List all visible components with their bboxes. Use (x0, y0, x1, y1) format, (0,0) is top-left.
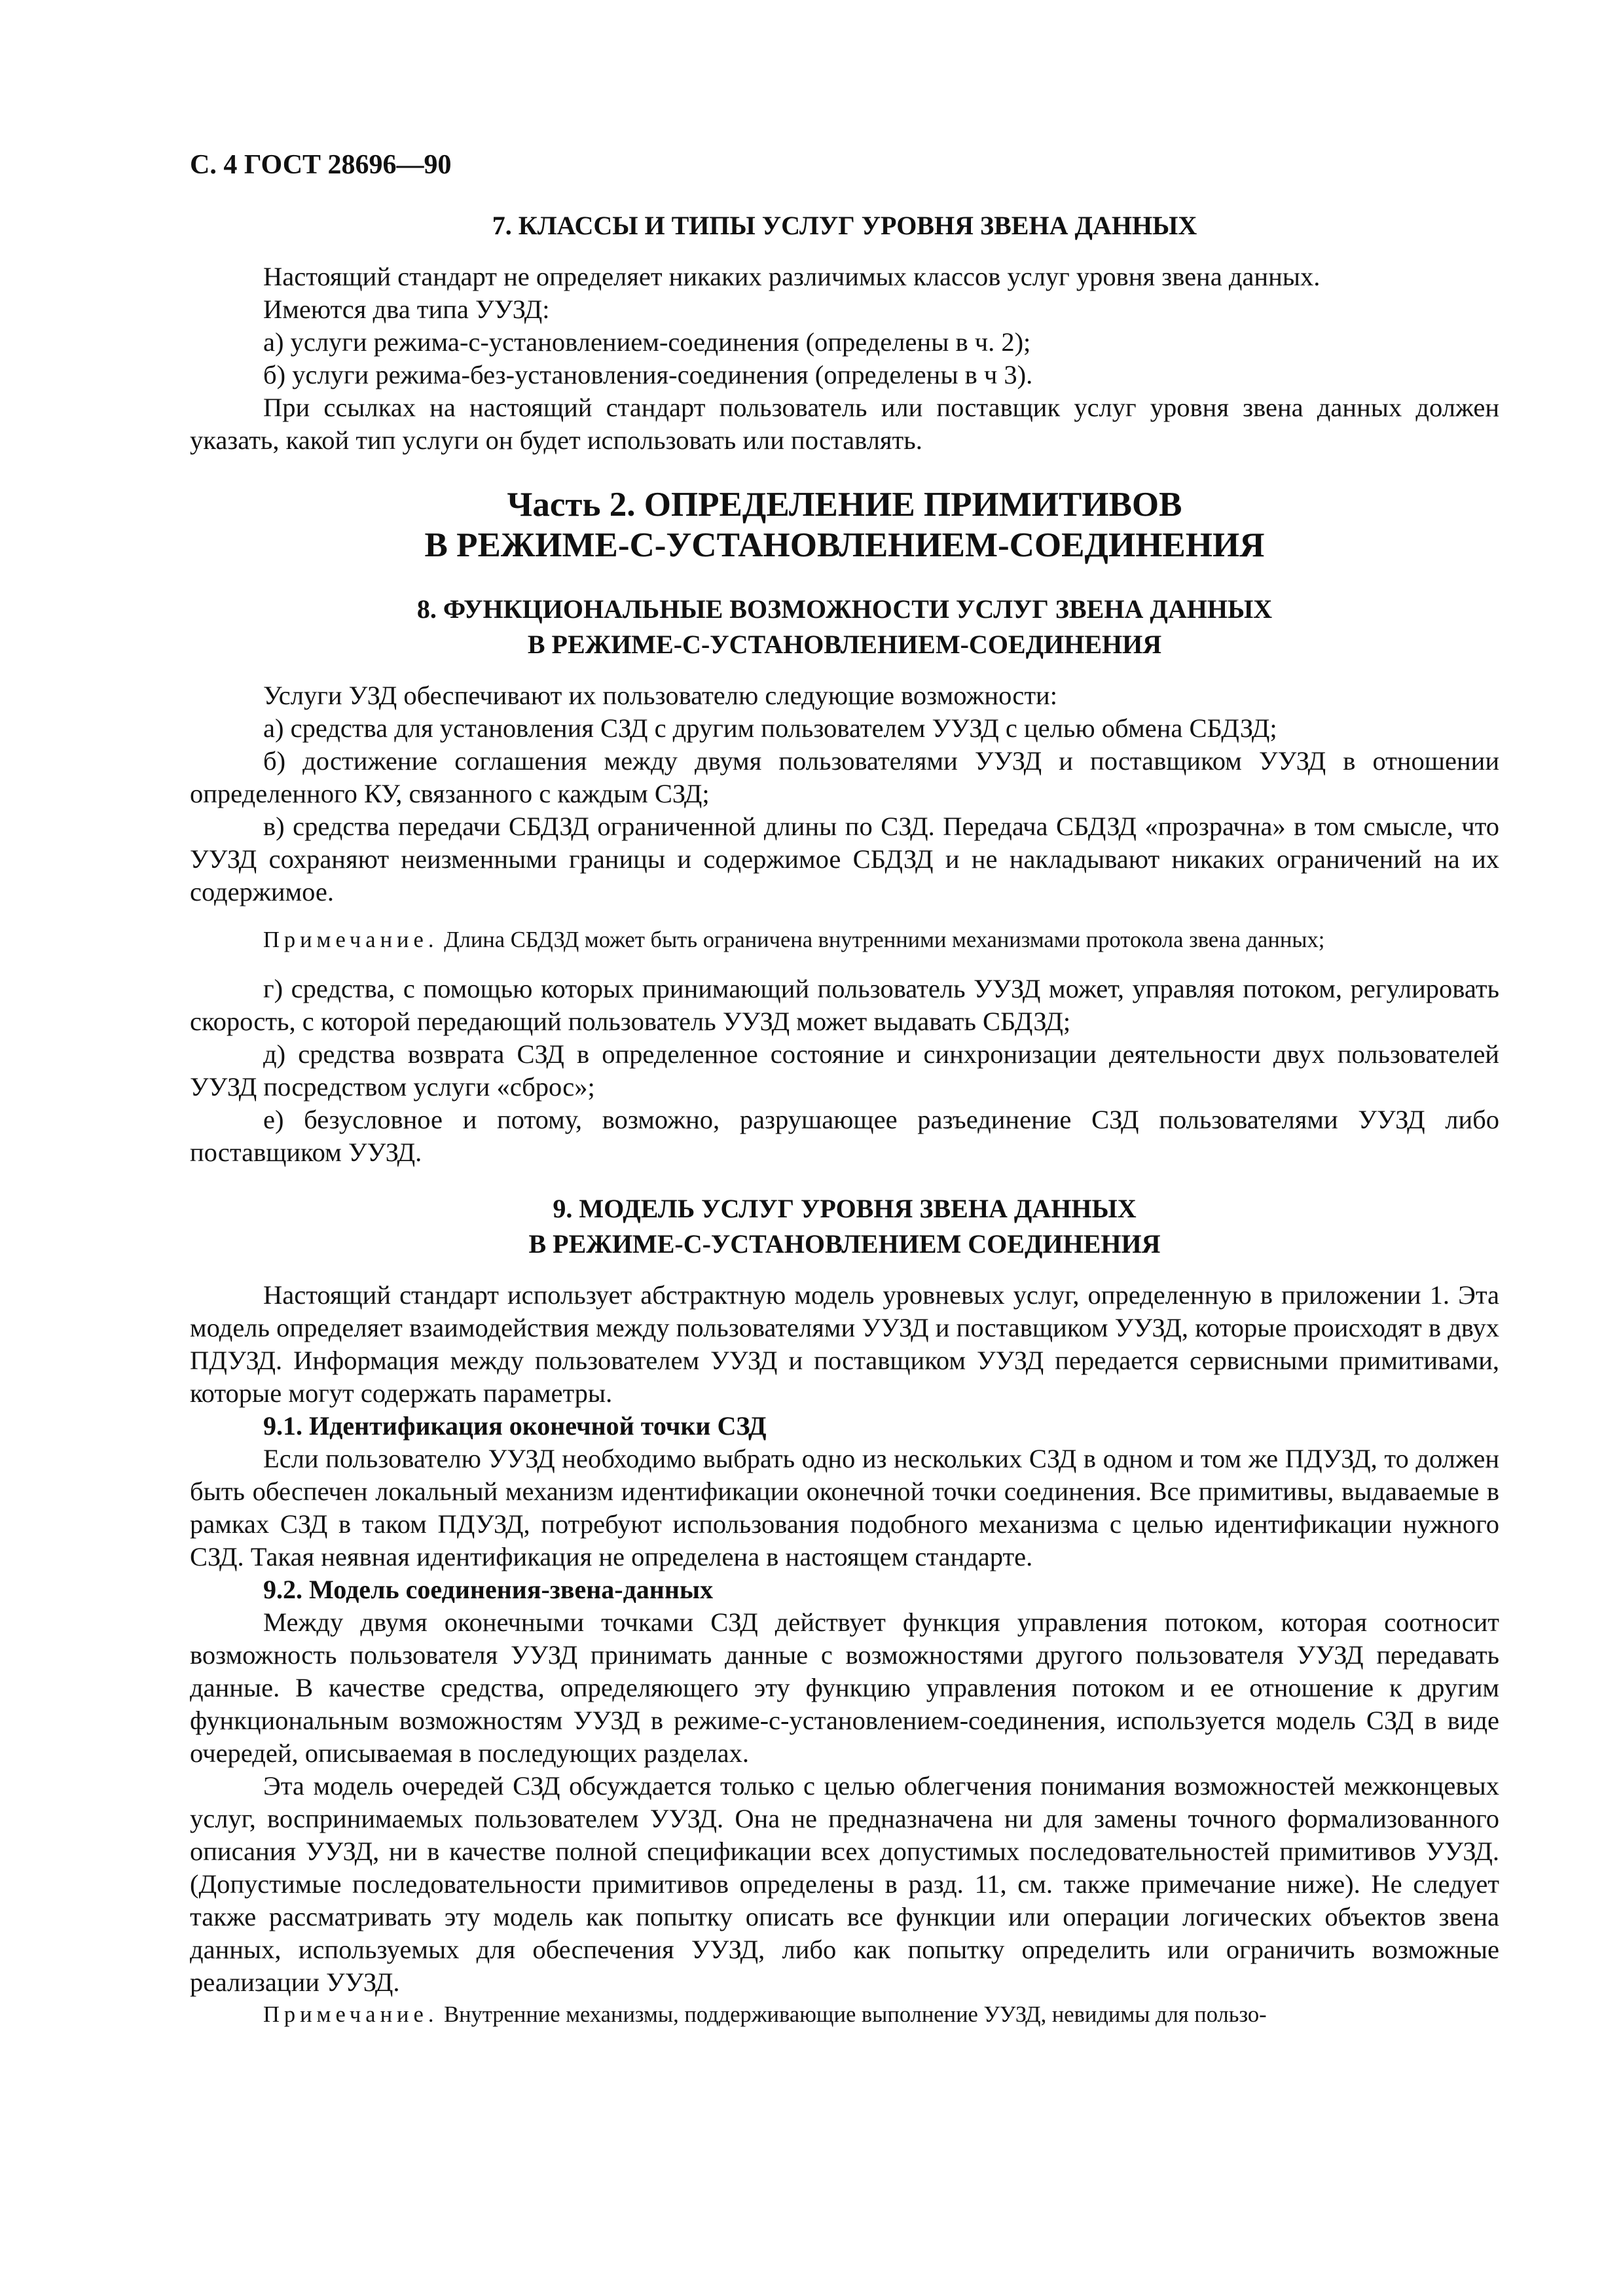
running-head: С. 4 ГОСТ 28696—90 (190, 150, 452, 180)
section-8-list-item: а) средства для установления СЗД с другим пользователем УУЗД с целью обмена СБДЗД; (263, 713, 1277, 743)
section-7-list-item: б) услуги режима-без-установления-соединения (определены в ч 3). (263, 360, 1033, 389)
section-9-intro: Настоящий стандарт использует абстрактную модель уровневых услуг, определенную в приложении 1. Эта модель определяет взаимодействия между пользователями УУЗД и поставщиком УУЗД, которые происходят в двух ПДУЗД. Информация между пользователем УУЗД и поставщиком УУЗД передается сервисными примитивами, которые могут содержать параметры. (190, 1280, 1499, 1408)
section-8-note (190, 924, 1499, 956)
subsection-9-1-text: Если пользователю УУЗД необходимо выбрать одно из нескольких СЗД в одном и том же ПДУЗД, то должен быть обеспечен локальный механизм идентификации оконечной точки соединения. Все примитивы, выдаваемые в рамках СЗД в таком ПДУЗД, потребуют использования подобного механизма с целью идентификации нужного СЗД. Такая неявная идентификация не определена в настоящем стандарте. (190, 1444, 1499, 1571)
note-text: Длина СБДЗД может быть ограничена внутренними механизмами протокола звена данных; (444, 927, 1325, 952)
section-8-list-item: в) средства передачи СБДЗД ограниченной длины по СЗД. Передача СБДЗД «прозрачна» в том смысле, что УУЗД сохраняют неизменными границы и содержимое СБДЗД и не накладывают никаких ограничений на их содержимое. (190, 812, 1499, 906)
section-7-paragraph: Имеются два типа УУЗД: (263, 295, 550, 324)
section-7-paragraph: При ссылках на настоящий стандарт пользователь или поставщик услуг уровня звена данных должен указать, какой тип услуги он будет использовать или поставлять. (190, 393, 1499, 455)
section-9-title: 9. МОДЕЛЬ УСЛУГ УРОВНЯ ЗВЕНА ДАННЫХ В РЕЖИМЕ-С-УСТАНОВЛЕНИЕМ СОЕДИНЕНИЯ (528, 1194, 1161, 1259)
section-8-list-item: г) средства, с помощью которых принимающий пользователь УУЗД может, управляя потоком, регулировать скорость, с которой передающий пользователь УУЗД может выдавать СБДЗД; (190, 974, 1499, 1036)
section-8-list-item: б) достижение соглашения между двумя пользователями УУЗД и поставщиком УУЗД в отношении определенного КУ, связанного с каждым СЗД; (190, 746, 1499, 808)
section-7-title: 7. КЛАССЫ И ТИПЫ УСЛУГ УРОВНЯ ЗВЕНА ДАННЫХ (492, 211, 1197, 240)
section-8-paragraph: Услуги УЗД обеспечивают их пользователю следующие возможности: (263, 681, 1057, 710)
subsection-9-2-paragraph: Между двумя оконечными точками СЗД действует функция управления потоком, которая соотносит возможность пользователя УУЗД принимать данные с возможностями другого пользователя УУЗД передавать данные. В качестве средства, определяющего эту функцию управления потоком и ее отношение к другим функциональным возможностям УУЗД в режиме-с-установлением-соединения, используется модель СЗД в виде очередей, описываемая в последующих разделах. (190, 1607, 1499, 1768)
part-2-title: Часть 2. ОПРЕДЕЛЕНИЕ ПРИМИТИВОВ В РЕЖИМЕ-С-УСТАНОВЛЕНИЕМ-СОЕДИНЕНИЯ (424, 486, 1265, 564)
section-8-list-item: д) средства возврата СЗД в определенное состояние и синхронизации деятельности двух пользователей УУЗД посредством услуги «сброс»; (190, 1039, 1499, 1102)
section-7-paragraph: Настоящий стандарт не определяет никаких различимых классов услуг уровня звена данных. (263, 262, 1321, 291)
section-7-list-item: а) услуги режима-с-установлением-соединения (определены в ч. 2); (263, 327, 1031, 357)
subsection-9-1-title: 9.1. Идентификация оконечной точки СЗД (263, 1411, 767, 1441)
section-9-note (190, 1999, 1499, 2030)
subsection-9-2-paragraph: Эта модель очередей СЗД обсуждается только с целью облегчения понимания возможностей межконцевых услуг, воспринимаемых пользователем УУЗД. Она не предназначена ни для замены точного формализованного описания УУЗД, ни в качестве полной спецификации всех допустимых последовательностей примитивов УУЗД. (Допустимые последовательности примитивов определены в разд. 11, см. также примечание ниже). Не следует также рассматривать эту модель как попытку описать все функции или операции логических объектов звена данных, используемых для обеспечения УУЗД, либо как попытку определить или ограничить возможные реализации УУЗД. (190, 1771, 1499, 1997)
section-8-list-item: е) безусловное и потому, возможно, разрушающее разъединение СЗД пользователями УУЗД либо поставщиком УУЗД. (190, 1105, 1499, 1167)
note-text: Внутренние механизмы, поддерживающие выполнение УУЗД, невидимы для пользо- (444, 2002, 1267, 2027)
note-label: Примечание. (263, 927, 439, 952)
subsection-9-2-title: 9.2. Модель соединения-звена-данных (263, 1575, 714, 1604)
note-label: Примечание. (263, 2002, 439, 2027)
document-page (190, 149, 1499, 2047)
section-8-title: 8. ФУНКЦИОНАЛЬНЫЕ ВОЗМОЖНОСТИ УСЛУГ ЗВЕНА ДАННЫХ В РЕЖИМЕ-С-УСТАНОВЛЕНИЕМ-СОЕДИНЕНИЯ (416, 594, 1273, 659)
